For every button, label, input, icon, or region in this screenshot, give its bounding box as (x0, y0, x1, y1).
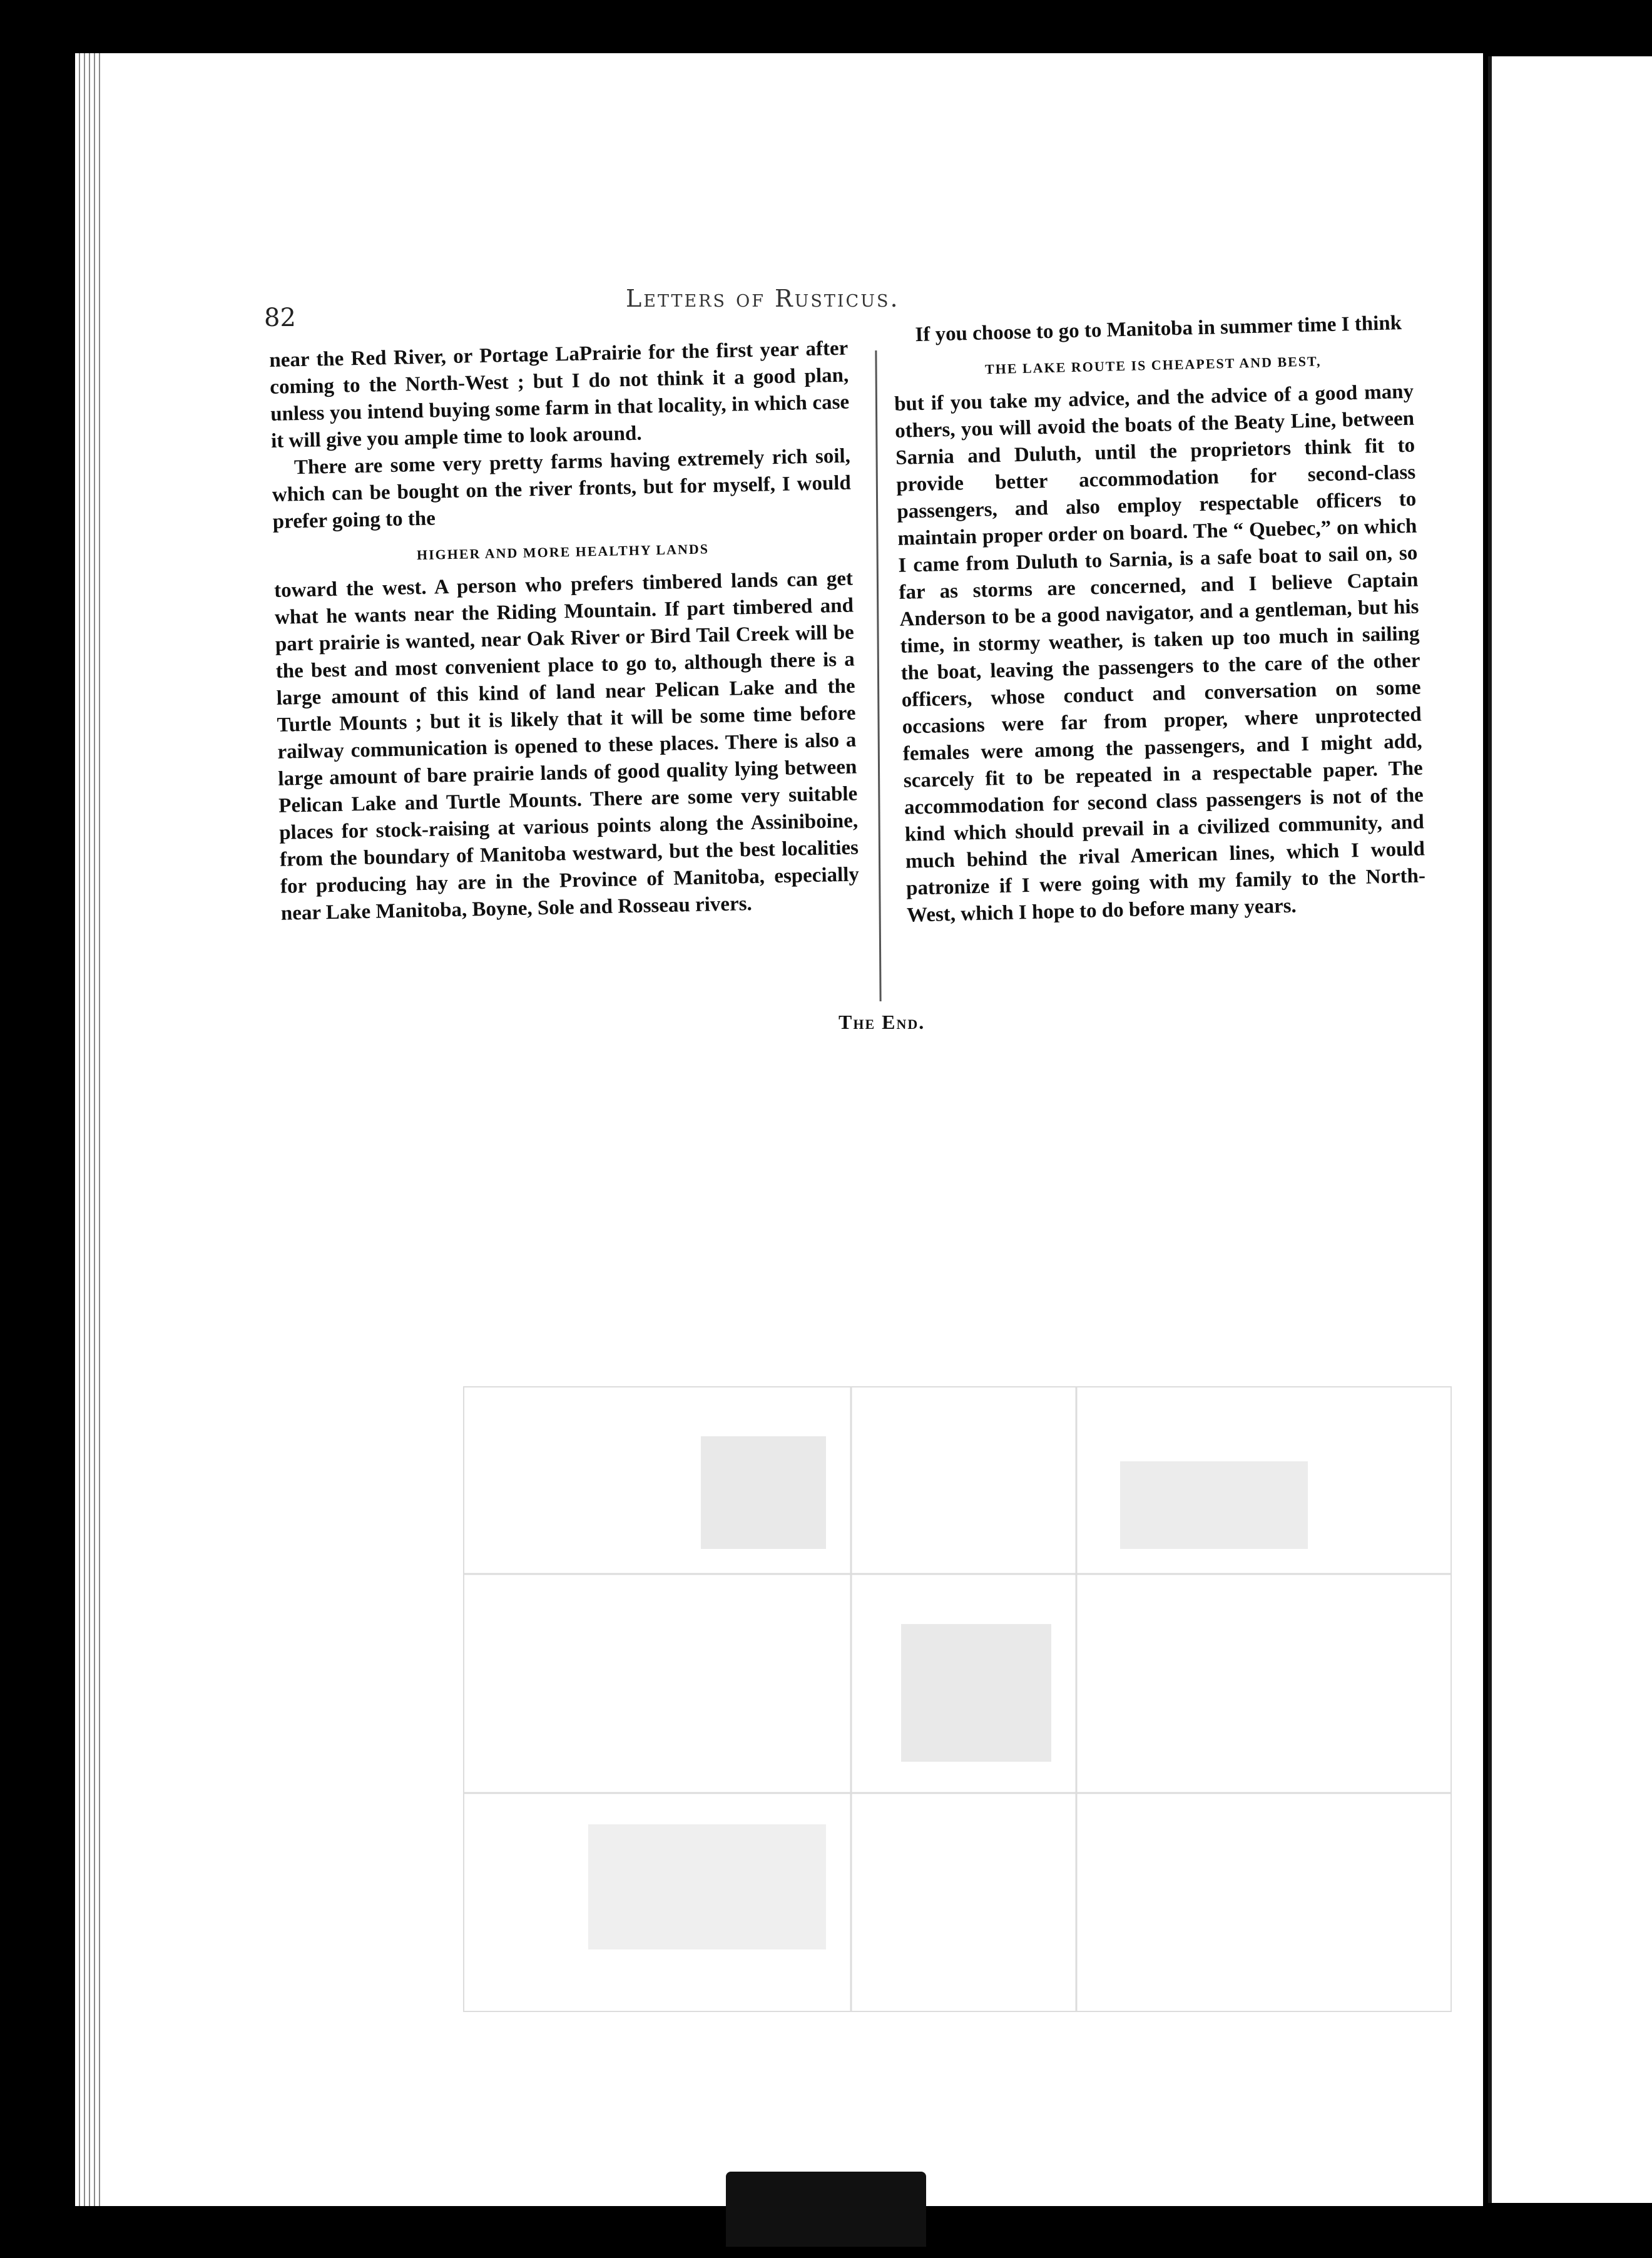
bleed-through-map-shadow (463, 1386, 1452, 2012)
page-edge-stack (75, 53, 100, 2206)
facing-page-edge (1488, 56, 1652, 2203)
scanner-finger-shadow (726, 2172, 926, 2247)
right-paragraph-2: but if you take my advice, and the advice of a good many others, you will avoid the boats of the Beaty Line, between Sarnia and Duluth, until the proprietors think fit to provide better accommodation for second-class passengers, and also employ respectable officers to maintain proper order on board. The “ Quebec,” on which I came from Duluth to Sarnia, is a safe boat to sail on, so far as storms are concerned, and I believe Captain Anderson to be a good navigator, and a gentleman, but his time, in stormy weather, is taken up too much in sailing the boat, leaving the passengers to the care of the other officers, whose conduct and conversation on some occasions were far from proper, where unprotected females were among the passengers, and I might add, scarcely fit to be repeated in a respectable paper. The accommodation for second class passengers is not of the kind which should prevail in a civilized community, and much behind the rival American lines, which I would patronize if I were going with my family to the North-West, which I hope to do before many years. (894, 380, 1426, 927)
right-column (892, 310, 1426, 929)
running-title: Letters of Rusticus. (626, 285, 900, 312)
the-end-label: The End. (839, 1011, 925, 1033)
left-paragraph-1: near the Red River, or Portage LaPrairie for the first year after coming to the North-West ; but I do not think it a good plan, unless you intend buying some farm in that locality, in which case it will give you ample time to look around. (269, 337, 850, 452)
column-divider (875, 350, 881, 1001)
document-page (75, 53, 1483, 2206)
right-subheading: THE LAKE ROUTE IS CHEAPEST AND BEST, (984, 353, 1322, 377)
page-number: 82 (264, 304, 296, 332)
right-paragraph-1: If you choose to go to Manitoba in summer time I think (915, 312, 1402, 347)
left-column (269, 335, 860, 927)
left-paragraph-3: toward the west. A person who prefers timbered lands can get what he wants near the Riding Mountain. If part timbered and part prairie is wanted, near Oak River or Bird Tail Creek will be the best and most convenient place to go to, although there is a large amount of this kind of land near Pelican Lake and the Turtle Mounts ; but it is likely that it will be some time before railway communication is opened to these places. There is also a large amount of bare prairie lands of good quality lying between Pelican Lake and Turtle Mounts. There are some very suitable places for stock-raising at various points along the Assiniboine, from the boundary of Manitoba westward, but the best localities for producing hay are in the Province of Manitoba, especially near Lake Manitoba, Boyne, Sole and Rosseau rivers. (273, 567, 860, 925)
facing-page-rule (1488, 56, 1492, 2203)
left-paragraph-2: There are some very pretty farms having extremely rich soil, which can be bought on the river fronts, but for myself, I would prefer going to the (272, 444, 852, 533)
left-subheading: HIGHER AND MORE HEALTHY LANDS (416, 541, 710, 563)
